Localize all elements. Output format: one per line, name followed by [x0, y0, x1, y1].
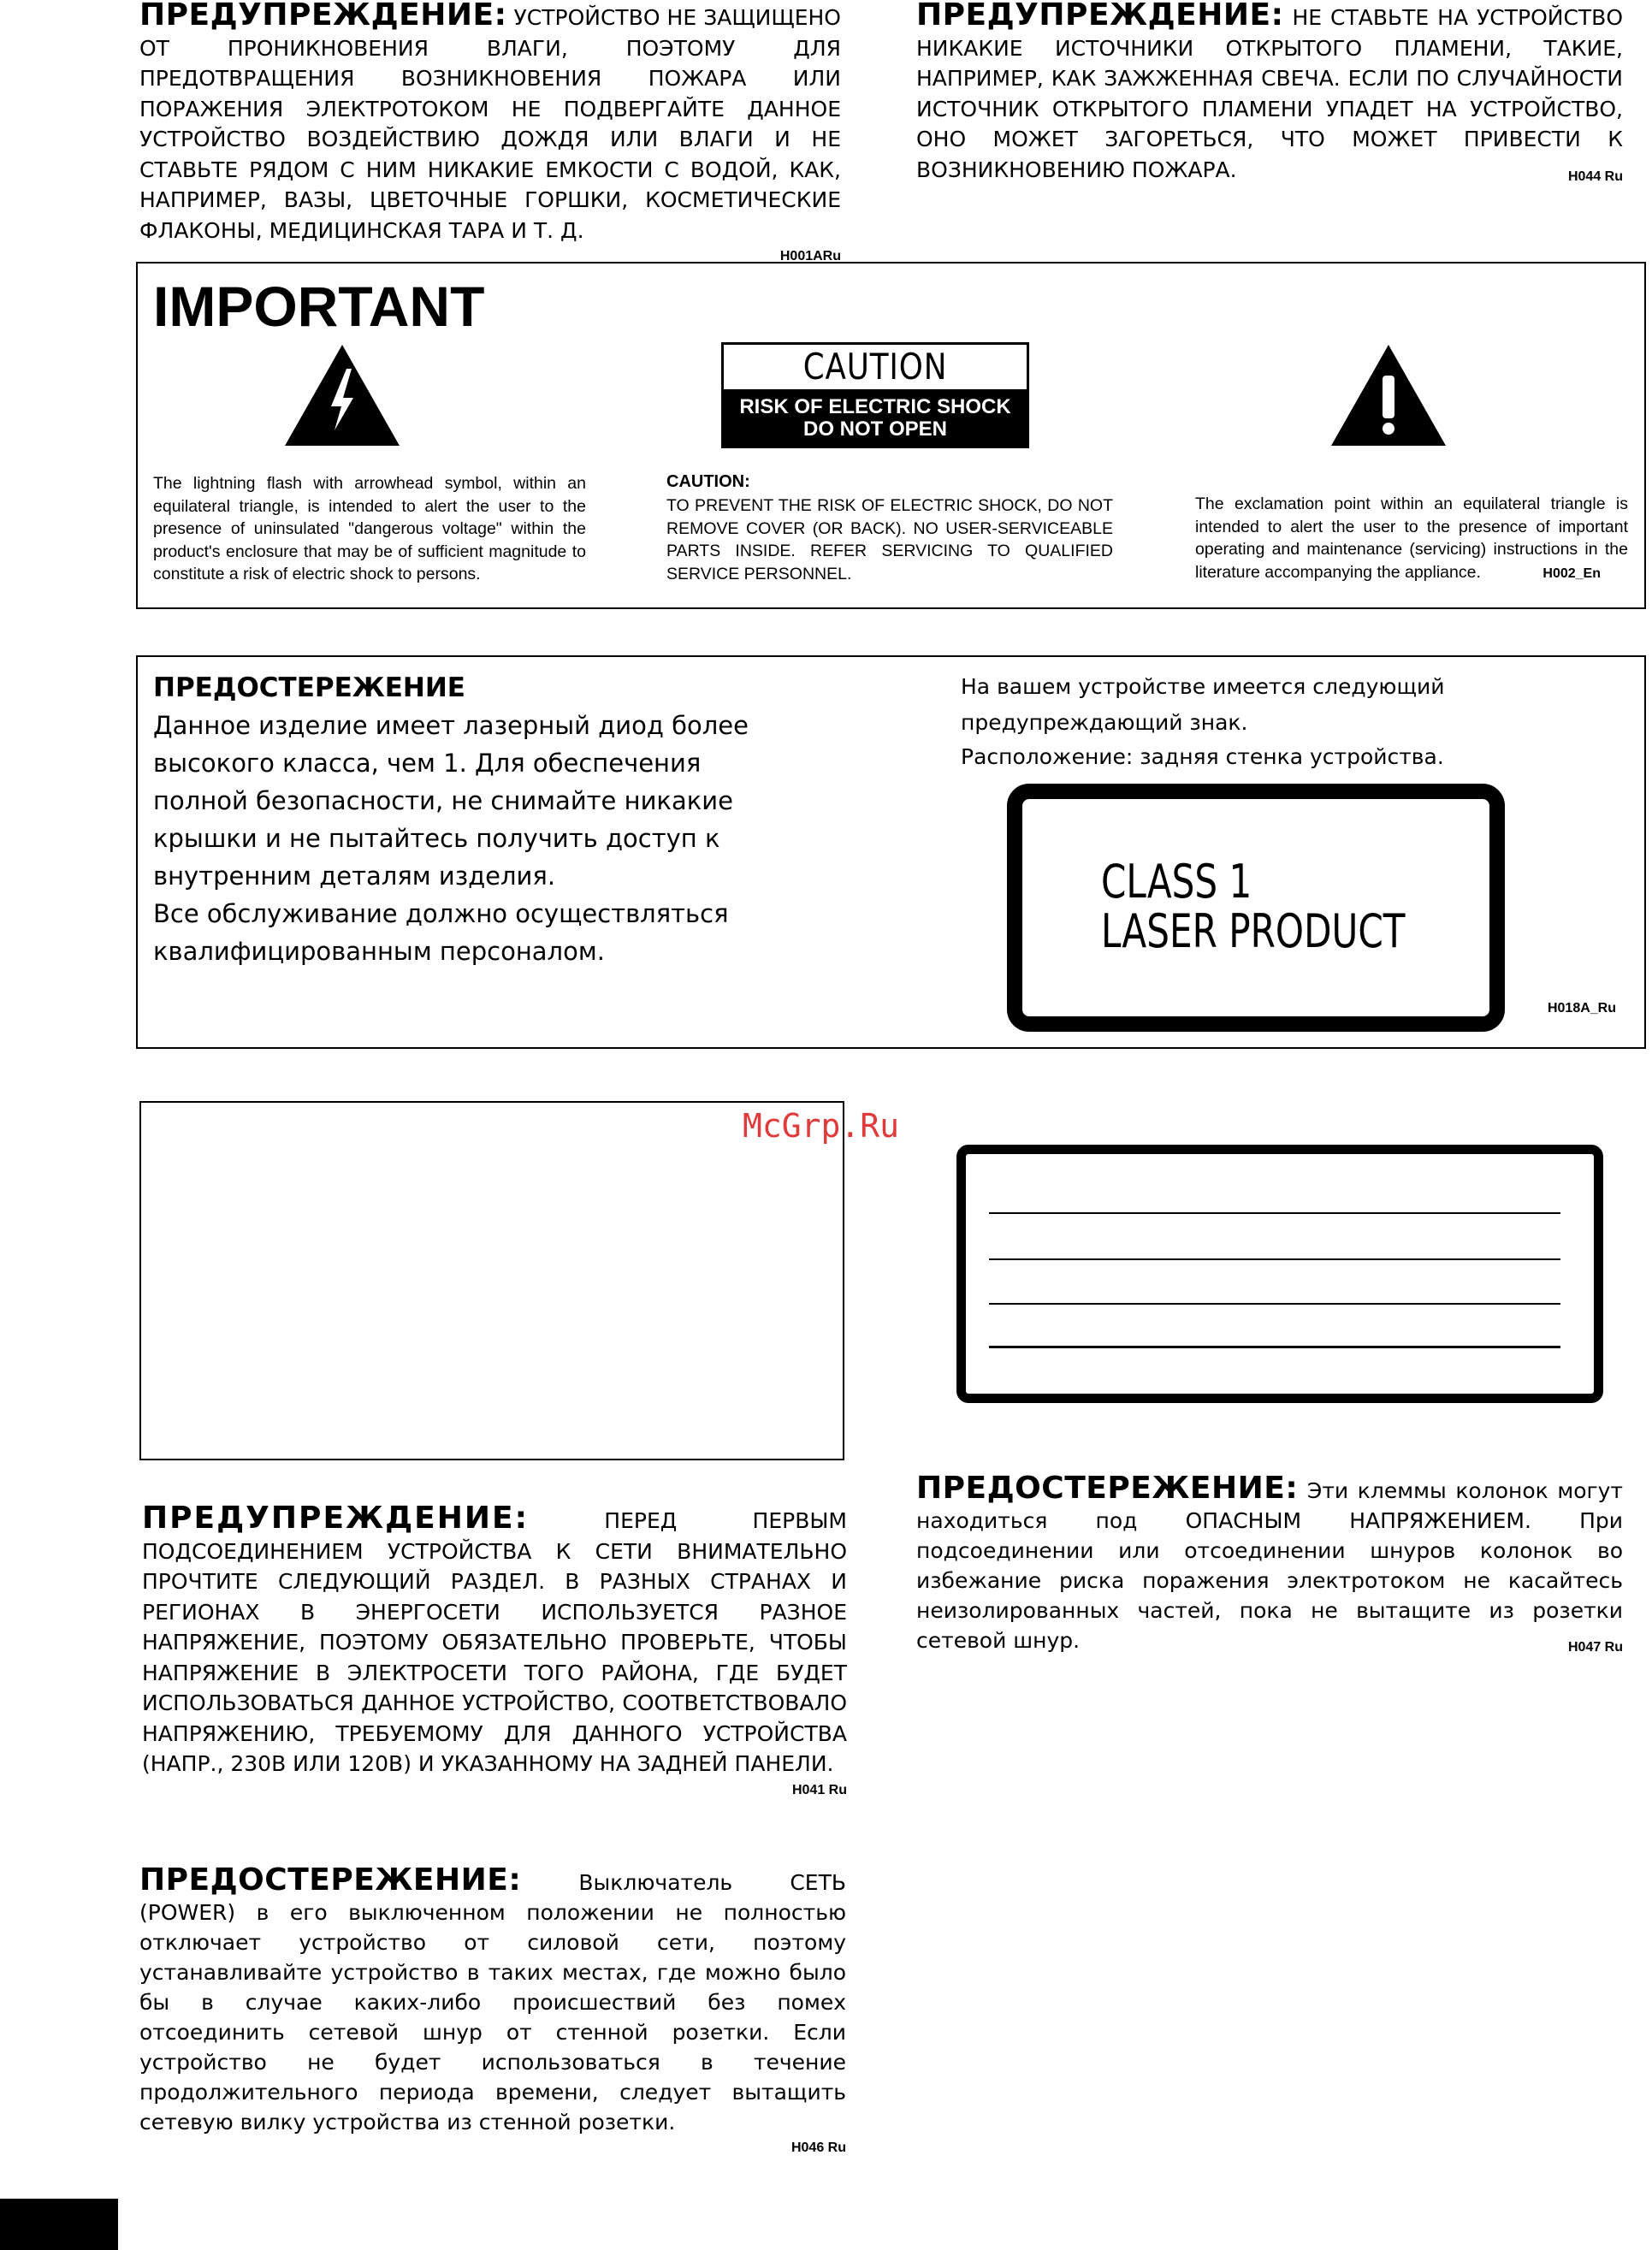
laser-text-1: Данное изделие имеет лазерный диод более высокого класса, чем 1. Для обеспечения полной безопасности, не снимайте никакие крышки и не пытайтесь получить доступ к внутренним деталям изделия.: [153, 711, 749, 891]
laser-heading: ПРЕДОСТЕРЕЖЕНИЕ: [153, 672, 465, 703]
caution-speakers-code: H047 Ru: [1567, 1640, 1623, 1655]
caution-speakers: [916, 1473, 1623, 1662]
sign-note-2: Расположение: задняя стенка устройства.: [961, 744, 1444, 769]
blank-label-line: [989, 1346, 1560, 1348]
important-code: H002_En: [1542, 566, 1601, 581]
exclamation-description: The exclamation point within an equilateral triangle is intended to alert the user to the presence of important operating and maintenance (servicing) instructions in the literature accompanying the appliance.: [1195, 494, 1628, 582]
class1-laser-label: [1007, 784, 1505, 1032]
warning-moisture-heading: ПРЕДУПРЕЖДЕНИЕ:: [139, 0, 507, 33]
warning-moisture: [139, 0, 841, 264]
warning-voltage-code: H041 Ru: [791, 1782, 847, 1797]
lightning-description: The lightning flash with arrowhead symbol, within an equilateral triangle, is intended to alert the user to the presence of uninsulated "dangerous voltage" within the product's enclosure that may be of sufficient magnitude to constitute a risk of electric shock to persons.: [153, 474, 586, 583]
blank-label-line: [989, 1303, 1560, 1305]
blank-label: [956, 1145, 1603, 1403]
lightning-warning-triangle-icon: [285, 345, 400, 446]
blank-box: [139, 1101, 844, 1460]
watermark: McGrp.Ru: [743, 1107, 900, 1145]
warning-voltage: [142, 1503, 847, 1798]
exclamation-warning-triangle-icon: [1331, 345, 1446, 446]
laser-code: H018A_Ru: [1547, 1001, 1616, 1015]
warning-moisture-text: УСТРОЙСТВО НЕ ЗАЩИЩЕНО ОТ ПРОНИКНОВЕНИЯ ВЛАГИ, ПОЭТОМУ ДЛЯ ПРЕДОТВРАЩЕНИЯ ВОЗНИКНОВЕНИЯ ПОЖАРА ИЛИ ПОРАЖЕНИЯ ЭЛЕКТРОТОКОМ НЕ ПОДВЕРГАЙТЕ ДАННОЕ УСТРОЙСТВО ВОЗДЕЙСТВИЮ ДОЖДЯ ИЛИ ВЛАГИ И НЕ СТАВЬТЕ РЯДОМ С НИМ НИКАКИЕ ЕМКОСТИ С ВОДОЙ, КАК, НАПРИМЕР, ВАЗЫ, ЦВЕТОЧНЫЕ ГОРШКИ, КОСМЕТИЧЕСКИЕ ФЛАКОНЫ, МЕДИЦИНСКАЯ ТАРА И Т. Д.: [139, 5, 841, 243]
warning-flame-text: НЕ СТАВЬТЕ НА УСТРОЙСТВО НИКАКИЕ ИСТОЧНИКИ ОТКРЫТОГО ПЛАМЕНИ, ТАКИЕ, НАПРИМЕР, КАК ЗАЖЖЕННАЯ СВЕЧА. ЕСЛИ ПО СЛУЧАЙНОСТИ ИСТОЧНИК ОТКРЫТОГО ПЛАМЕНИ УПАДЕТ НА УСТРОЙСТВО, ОНО МОЖЕТ ЗАГОРЕТЬСЯ, ЧТО МОЖЕТ ПРИВЕСТИ К ВОЗНИКНОВЕНИЮ ПОЖАРА.: [916, 5, 1623, 182]
warning-flame: [916, 0, 1623, 192]
warning-moisture-code: H001ARu: [779, 249, 841, 263]
blank-label-line: [989, 1258, 1560, 1260]
caution-label: [721, 342, 1029, 448]
laser-text-2: Все обслуживание должно осуществляться квалифицированным персоналом.: [153, 899, 729, 966]
important-box: [136, 262, 1646, 609]
caution-label-warning: RISK OF ELECTRIC SHOCK DO NOT OPEN: [724, 389, 1027, 448]
caution-heading: CAUTION:: [666, 472, 750, 491]
caution-power-heading: ПРЕДОСТЕРЕЖЕНИЕ:: [139, 1862, 522, 1898]
caution-power-text: Выключатель СЕТЬ (POWER) в его выключенном положении не полностью отключает устройство от силовой сети, поэтому устанавливайте устройство в таких местах, где можно было бы в случае каких-либо происшествий без помех отсоединить сетевой шнур от стенной розетки. Если устройство не будет использоваться в течение продолжительного периода времени, следует вытащить сетевую вилку устройства из стенной розетки.: [139, 1870, 846, 2135]
warning-voltage-heading: ПРЕДУПРЕЖДЕНИЕ:: [142, 1501, 529, 1536]
warning-flame-code: H044 Ru: [1567, 169, 1623, 184]
blank-label-line: [989, 1212, 1560, 1214]
caution-speakers-heading: ПРЕДОСТЕРЕЖЕНИЕ:: [916, 1471, 1299, 1506]
caution-speakers-text: Эти клеммы колонок могут находиться под ОПАСНЫМ НАПРЯЖЕНИЕМ. При подсоединении или отсоединении шнуров колонок во избежание риска поражения электротоком не касайтесь неизолированных частей, пока не вытащите из розетки сетевой шнур.: [916, 1478, 1623, 1653]
important-title: IMPORTANT: [153, 275, 485, 338]
caution-description: TO PREVENT THE RISK OF ELECTRIC SHOCK, DO NOT REMOVE COVER (OR BACK). NO USER-SERVICEABLE PARTS INSIDE. REFER SERVICING TO QUALIFIED SERVICE PERSONNEL.: [666, 496, 1113, 583]
warning-flame-heading: ПРЕДУПРЕЖДЕНИЕ:: [916, 0, 1284, 33]
laser-label-text: CLASS 1 LASER PRODUCT: [1101, 855, 1406, 958]
caution-label-title: CAUTION: [802, 346, 948, 388]
page-tab: [0, 2199, 118, 2250]
caution-power-code: H046 Ru: [790, 2140, 846, 2155]
laser-box: [136, 655, 1646, 1049]
warning-voltage-text: ПЕРЕД ПЕРВЫМ ПОДСОЕДИНЕНИЕМ УСТРОЙСТВА К СЕТИ ВНИМАТЕЛЬНО ПРОЧТИТЕ СЛЕДУЮЩИЙ РАЗДЕЛ. В РАЗНЫХ СТРАНАХ И РЕГИОНАХ В ЭНЕРГОСЕТИ ИСПОЛЬЗУЕТСЯ РАЗНОЕ НАПРЯЖЕНИЕ, ПОЭТОМУ ОБЯЗАТЕЛЬНО ПРОВЕРЬТЕ, ЧТОБЫ НАПРЯЖЕНИЕ В ЭЛЕКТРОСЕТИ ТОГО РАЙОНА, ГДЕ БУДЕТ ИСПОЛЬЗОВАТЬСЯ ДАННОЕ УСТРОЙСТВО, СООТВЕТСТВОВАЛО НАПРЯЖЕНИЮ, ТРЕБУЕМОМУ ДЛЯ ДАННОГО УСТРОЙСТВА (НАПР., 230В ИЛИ 120В) И УКАЗАННОМУ НА ЗАДНЕЙ ПАНЕЛИ.: [142, 1508, 847, 1776]
sign-note-1: На вашем устройстве имеется следующий предупреждающий знак.: [961, 674, 1445, 735]
caution-power: [139, 1862, 846, 2156]
